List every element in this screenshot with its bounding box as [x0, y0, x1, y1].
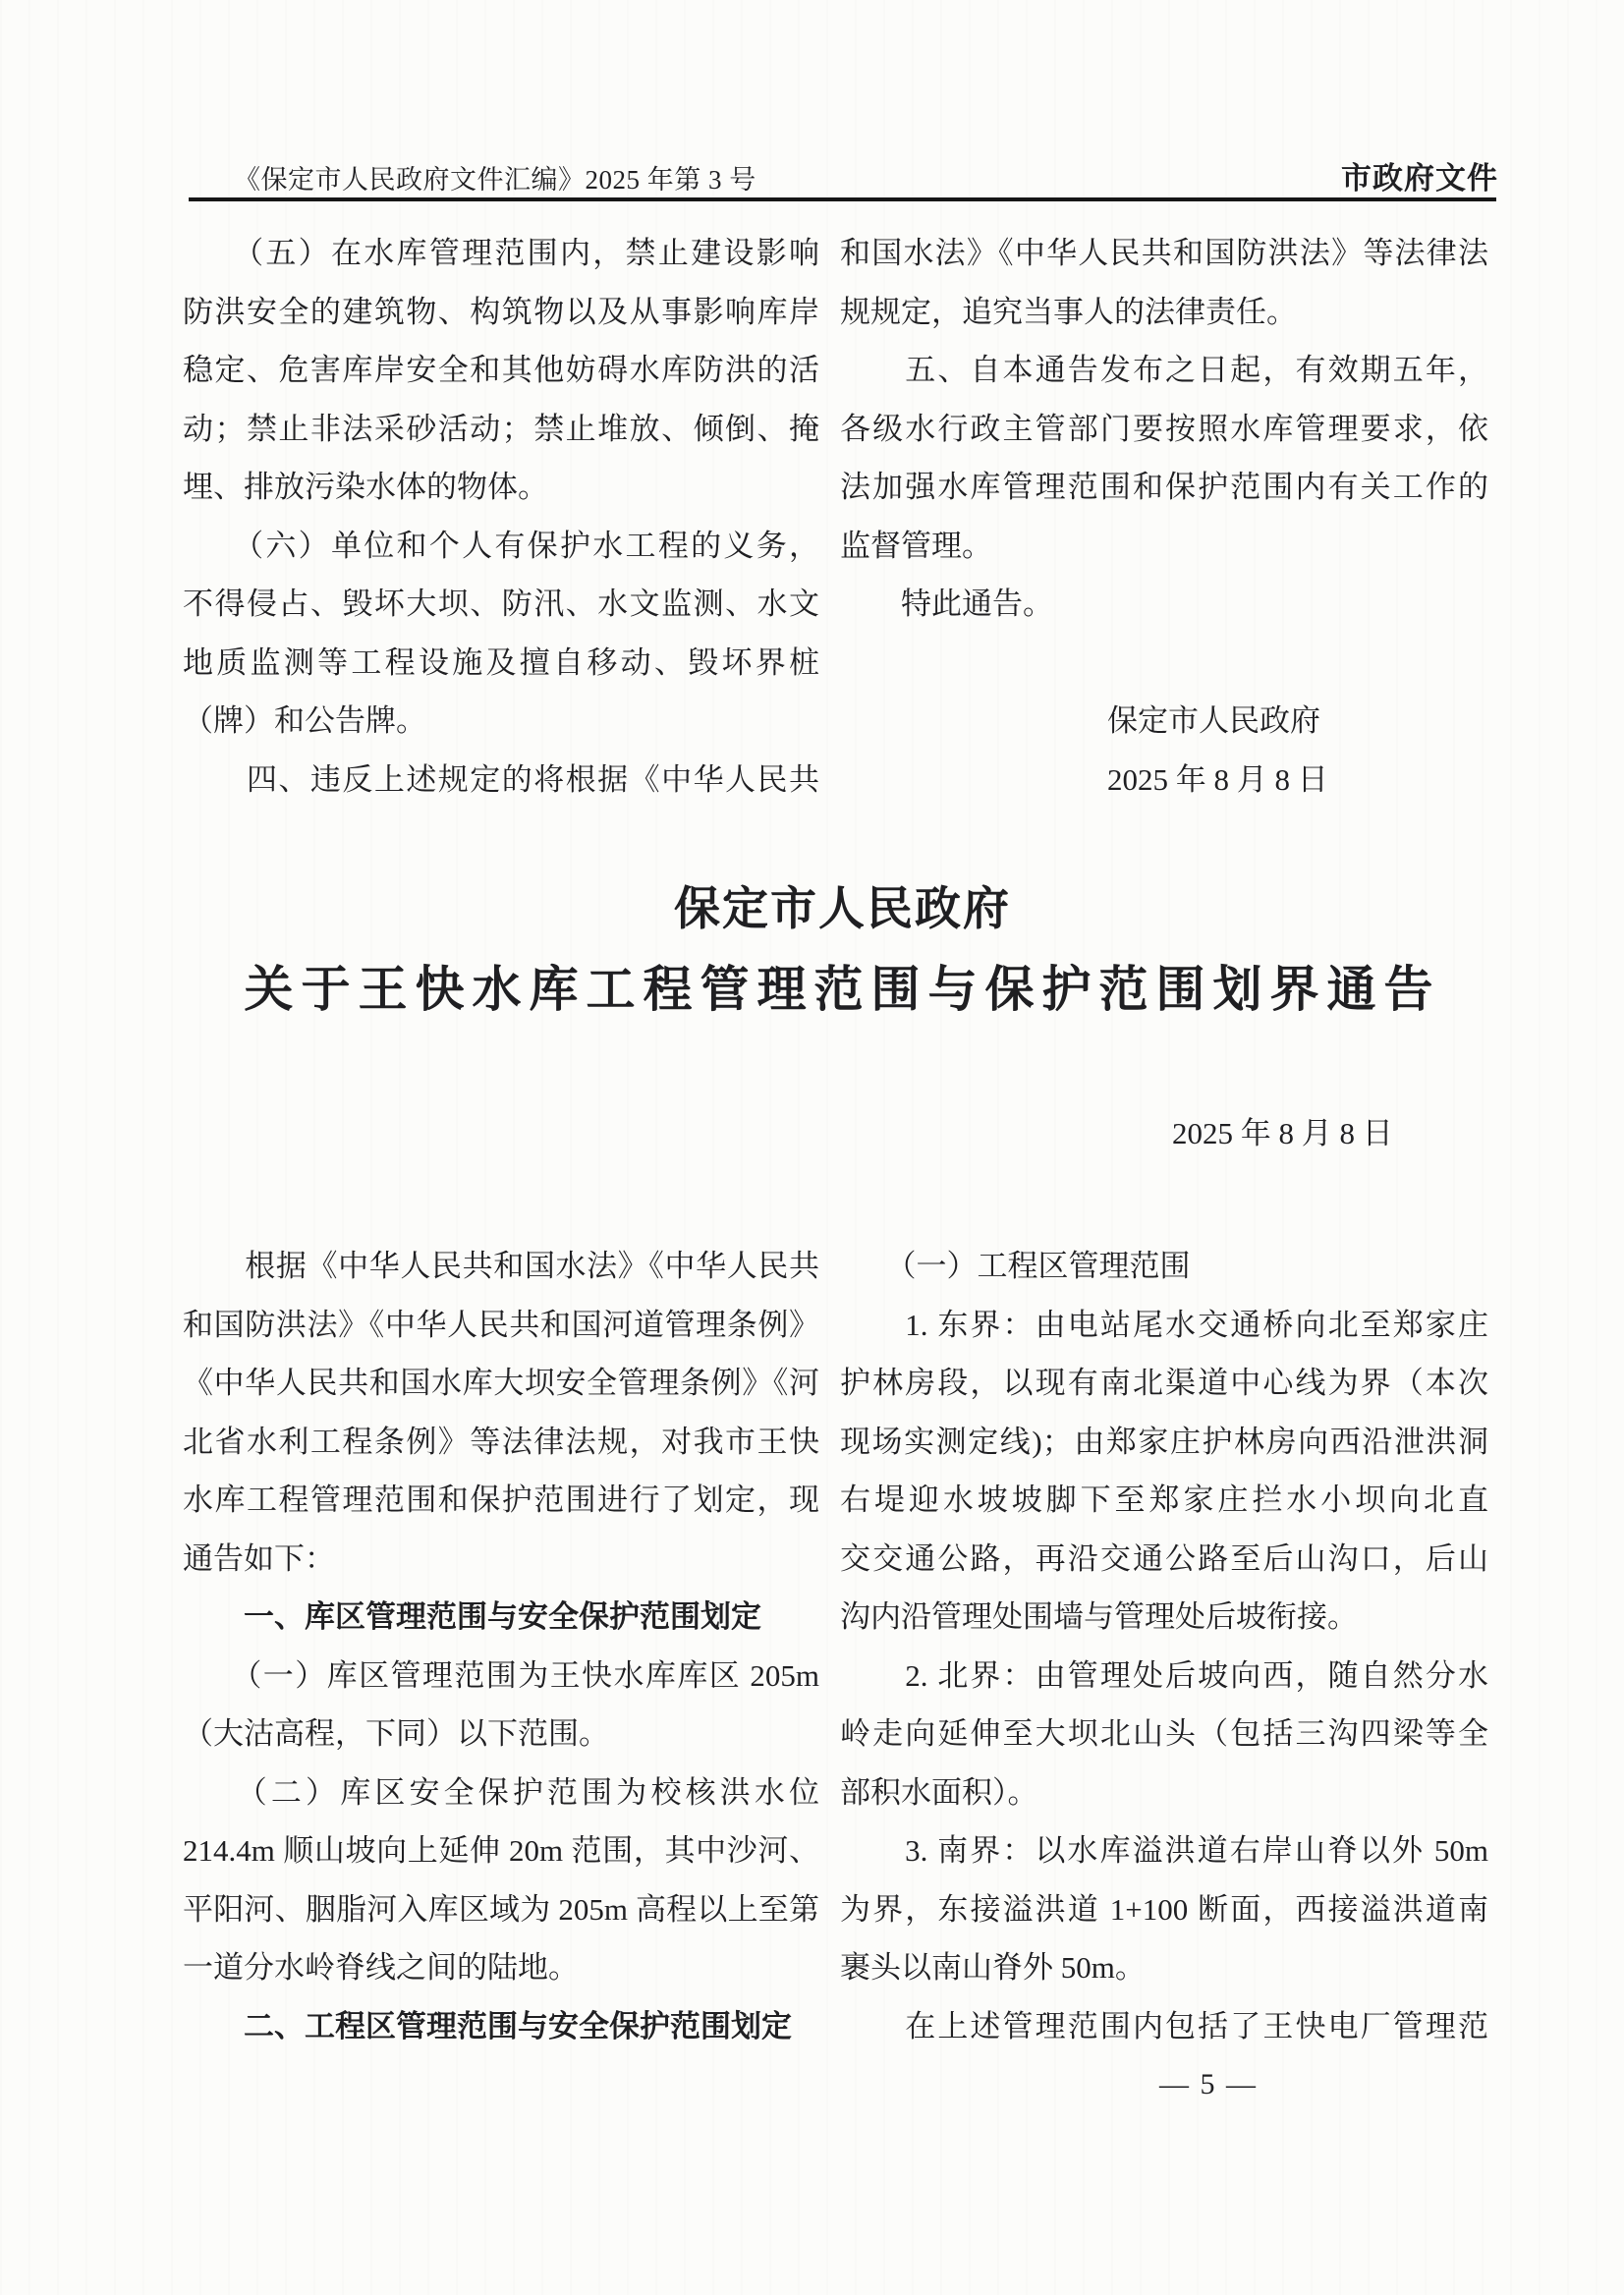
text-line: 和国防洪法》《中华人民共和国河道管理条例》	[183, 1307, 819, 1342]
text-line: 稳定、危害库岸安全和其他妨碍水库防洪的活	[183, 353, 819, 387]
text-line: 现场实测定线)；由郑家庄护林房向西沿泄洪洞	[840, 1424, 1488, 1459]
notice-title-subject: 关于王快水库工程管理范围与保护范围划界通告	[244, 962, 1441, 1017]
notice-right-column	[840, 1237, 1488, 2055]
notice-title-org: 保定市人民政府	[674, 884, 1011, 935]
notice-date: 2025 年 8 月 8 日	[1172, 1116, 1393, 1150]
text-line: 保定市人民政府	[1107, 703, 1320, 738]
notice-title	[187, 882, 1498, 1018]
text-line: 动；禁止非法采砂活动；禁止堆放、倾倒、掩	[183, 411, 819, 446]
text-line: 一道分水岭脊线之间的陆地。	[183, 1950, 579, 1985]
text-line: 规规定，追究当事人的法律责任。	[840, 294, 1297, 329]
text-line: 《中华人民共和国水库大坝安全管理条例》《河	[183, 1366, 819, 1400]
prev-notice-left-column	[183, 224, 819, 809]
header-journal-title: 《保定市人民政府文件汇编》2025 年第 3 号	[234, 165, 756, 195]
text-line: 裹头以南山脊外 50m。	[840, 1950, 1146, 1985]
text-line: 和国水法》《中华人民共和国防洪法》等法律法	[840, 236, 1488, 270]
text-line: （二）库区安全保护范围为校核洪水位	[183, 1774, 819, 1810]
text-line: 埋、排放污染水体的物体。	[183, 470, 548, 504]
text-line: 部积水面积）。	[840, 1774, 1038, 1810]
text-line: 在上述管理范围内包括了王快电厂管理范	[840, 2008, 1488, 2043]
text-line: （一）工程区管理范围	[840, 1249, 1191, 1283]
text-line: 2025 年 8 月 8 日	[1107, 761, 1328, 797]
text-line: 214.4m 顺山坡向上延伸 20m 范围，其中沙河、	[183, 1833, 819, 1868]
text-line: 1. 东界：由电站尾水交通桥向北至郑家庄	[840, 1307, 1488, 1342]
text-line: 沟内沿管理处围墙与管理处后坡衔接。	[840, 1599, 1358, 1634]
text-line: 四、违反上述规定的将根据《中华人民共	[183, 761, 819, 797]
text-line: 岭走向延伸至大坝北山头（包括三沟四梁等全	[840, 1716, 1488, 1751]
text-line: 为界，东接溢洪道 1+100 断面，西接溢洪道南	[840, 1891, 1488, 1927]
text-line: （一）库区管理范围为王快水库库区 205m	[183, 1657, 819, 1693]
text-line: 二、工程区管理范围与安全保护范围划定	[183, 2008, 792, 2043]
text-line: 水库工程管理范围和保护范围进行了划定，现	[183, 1483, 819, 1517]
text-line: 2. 北界：由管理处后坡向西，随自然分水	[840, 1657, 1488, 1693]
header-section-label: 市政府文件	[1341, 161, 1498, 196]
text-line: 地质监测等工程设施及擅自移动、毁坏界桩	[183, 644, 819, 680]
text-line: （六）单位和个人有保护水工程的义务，	[183, 528, 819, 563]
text-line: 法加强水库管理范围和保护范围内有关工作的	[840, 470, 1488, 504]
text-line: 各级水行政主管部门要按照水库管理要求，依	[840, 411, 1488, 446]
text-line: 特此通告。	[840, 587, 1053, 621]
text-line: 根据《中华人民共和国水法》《中华人民共	[183, 1249, 819, 1283]
text-line: 五、自本通告发布之日起，有效期五年，	[840, 353, 1488, 387]
text-line: 3. 南界：以水库溢洪道右岸山脊以外 50m	[840, 1833, 1488, 1868]
text-line: 一、库区管理范围与安全保护范围划定	[183, 1599, 761, 1634]
header-rule	[189, 197, 1496, 201]
notice-left-column	[183, 1237, 819, 2055]
text-line: 右堤迎水坡坡脚下至郑家庄拦水小坝向北直	[840, 1483, 1488, 1517]
text-line: （五）在水库管理范围内，禁止建设影响	[183, 236, 819, 270]
page-header	[187, 157, 1498, 196]
text-line: 交交通公路，再沿交通公路至后山沟口，后山	[840, 1540, 1488, 1576]
text-line: 平阳河、胭脂河入库区域为 205m 高程以上至第	[183, 1891, 819, 1927]
text-line: 监督管理。	[840, 528, 992, 563]
text-line: 通告如下：	[183, 1540, 335, 1576]
page-number: — 5 —	[1159, 2068, 1258, 2100]
text-line: 北省水利工程条例》等法律法规，对我市王快	[183, 1424, 819, 1459]
text-line: 不得侵占、毁坏大坝、防汛、水文监测、水文	[183, 587, 819, 621]
text-line: （大沽高程，下同）以下范围。	[183, 1716, 609, 1751]
text-line: 护林房段，以现有南北渠道中心线为界（本次	[840, 1366, 1488, 1400]
prev-notice-right-column	[840, 224, 1488, 809]
text-line	[840, 634, 1488, 693]
text-line: （牌）和公告牌。	[183, 703, 426, 738]
text-line: 防洪安全的建筑物、构筑物以及从事影响库岸	[183, 294, 819, 329]
